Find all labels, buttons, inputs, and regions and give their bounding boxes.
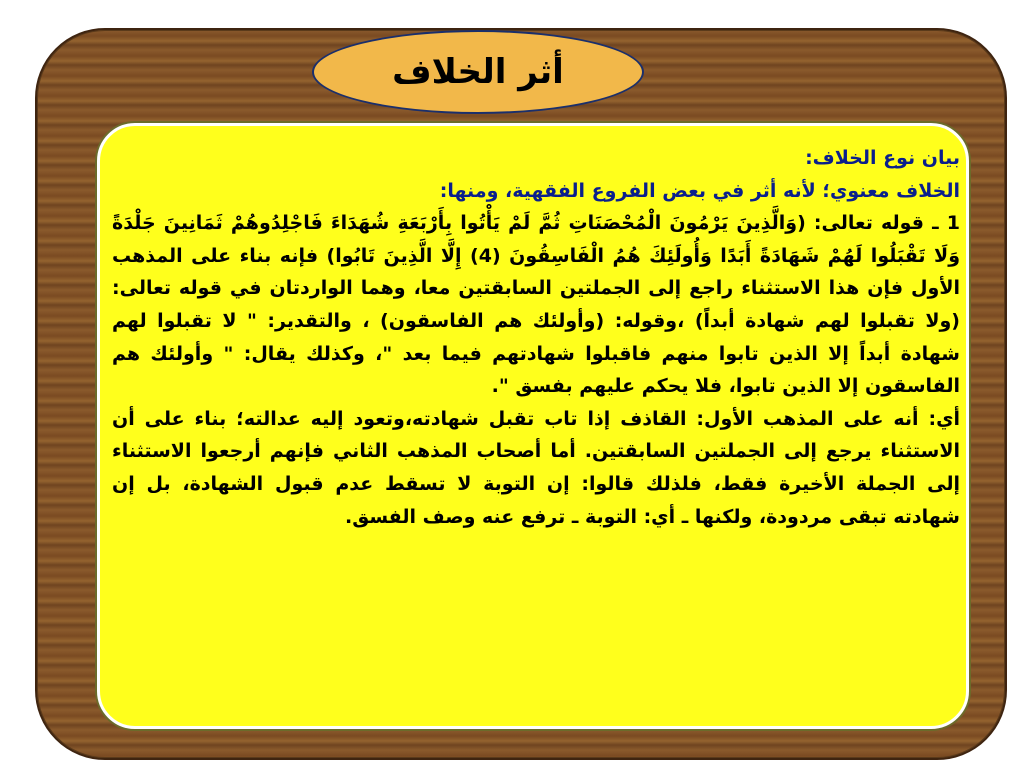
paragraph-conclusion: أي: أنه على المذهب الأول: القاذف إذا تاب تقبل شهادته،وتعود إليه عدالته؛ بناء على أن الاستثناء يرجع إلى الجملتين السابقتين. أما أصحاب المذهب الثاني فإنهم أرجعوا الاستثناء إلى الجملة الأخيرة فقط، فلذلك قالوا: إن التوبة لا تسقط عدم قبول الشهادة، بل إن شهادته تبقى مردودة، ولكنها ـ أي: التوبة ـ ترفع عنه وصف الفسق. bbox=[112, 407, 960, 528]
paragraph-verse-explanation: 1 ـ قوله تعالى: (وَالَّذِينَ يَرْمُونَ الْمُحْصَنَاتِ ثُمَّ لَمْ يَأْتُوا بِأَرْبَعَةِ شُهَدَاءَ فَاجْلِدُوهُمْ ثَمَانِينَ جَلْدَةً وَلَا تَقْبَلُوا لَهُمْ شَهَادَةً أَبَدًا وَأُولَئِكَ هُمُ الْفَاسِقُونَ (4) إِلَّا الَّذِينَ تَابُوا) فإنه بناء على المذهب الأول فإن هذا الاستثناء راجع إلى الجملتين السابقتين معا، وهما الواردتان في قوله تعالى: (ولا تقبلوا لهم شهادة أبداً) ،وقوله: (وأولئك هم الفاسقون) ، والتقدير: " لا تقبلوا لهم شهادة أبداً إلا الذين تابوا منهم فاقبلوا شهادتهم فيما بعد "، وكذلك يقال: " وأولئك هم الفاسقون إلا الذين تابوا، فلا يحكم عليهم بفسق ". bbox=[112, 212, 960, 398]
section-heading: بيان نوع الخلاف: bbox=[805, 147, 960, 169]
section-subheading: الخلاف معنوي؛ لأنه أثر في بعض الفروع الفقهية، ومنها: bbox=[439, 179, 960, 202]
slide-title: أثر الخلاف bbox=[392, 52, 564, 92]
slide-content bbox=[112, 142, 960, 722]
title-oval bbox=[312, 30, 644, 114]
